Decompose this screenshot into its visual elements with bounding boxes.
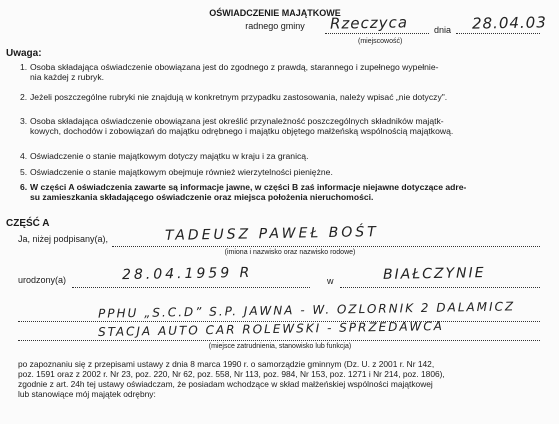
note-item — [20, 167, 535, 177]
place-label: (miejscowość) — [358, 38, 403, 45]
in-label: w — [327, 276, 334, 286]
document-subtitle: radnego gminy — [245, 21, 305, 31]
part-a-heading: CZĘŚĆ A — [6, 218, 50, 229]
note-number: 6. — [20, 182, 28, 192]
note-text: Jeżeli poszczególne rubryki nie znajdują w konkretnym przypadku zastosowania, należy wpisać „nie dotyczy". — [30, 92, 448, 102]
date-label: dnia — [434, 25, 452, 35]
note-item — [20, 116, 535, 136]
note-number: 5. — [20, 167, 28, 177]
born-date-handwritten: 28.04.1959 R — [121, 264, 253, 284]
note-number: 1. — [20, 62, 28, 72]
note-number: 3. — [20, 116, 28, 126]
note-item — [20, 151, 535, 161]
signed-label: Ja, niżej podpisany(a), — [18, 234, 109, 244]
date-dotted-line — [456, 33, 540, 34]
note-item — [20, 62, 535, 82]
notes-heading: Uwaga: — [6, 48, 42, 59]
born-label: urodzony(a) — [18, 275, 67, 285]
note-text: Oświadczenie o stanie majątkowym obejmuje również wierzytelności pieniężne. — [30, 167, 333, 177]
note-item — [20, 92, 535, 102]
name-handwritten: TADEUSZ PAWEŁ BOŚT — [164, 224, 379, 244]
born-date-dotted-line — [72, 287, 310, 288]
note-number: 4. — [20, 151, 28, 161]
document-title: OŚWIADCZENIE MAJĄTKOWE — [209, 8, 341, 18]
note-text: Osoba składająca oświadczenie obowiązana jest określić przynależność poszczególnych składników majątk- kowych, dochodów i zobowiązań do majątku odrębnego i majątku objętego małżeńską wspólnością majątkową. — [30, 116, 454, 136]
name-note: (imiona i nazwisko oraz nazwisko rodowe) — [224, 249, 356, 256]
born-place-handwritten: BIAŁCZYNIE — [382, 265, 486, 283]
work-note: (miejsce zatrudnienia, stanowisko lub funkcja) — [208, 343, 352, 350]
date-handwritten: 28.04.03 — [471, 13, 547, 33]
note-text: W części A oświadczenia zawarte są informacje jawne, w części B zaś informacje niejawne dotyczące adre- su zamieszkania składającego oświadczenie oraz miejsca położenia nieruchomości. — [30, 182, 467, 202]
place-dotted-line — [325, 33, 429, 34]
note-item — [20, 182, 535, 202]
note-number: 2. — [20, 92, 28, 102]
note-text: Oświadczenie o stanie majątkowym dotyczy majątku w kraju i za granicą. — [30, 151, 309, 161]
place-handwritten: Rzeczyca — [329, 13, 409, 33]
work-dotted-line-2 — [18, 340, 540, 341]
work-line2-handwritten: STACJA AUTO CAR ROLEWSKI - SPRZEDAWCA — [97, 318, 445, 340]
statement-text: po zapoznaniu się z przepisami ustawy z dnia 8 marca 1990 r. o samorządzie gminnym (Dz. U. z 2001 r. Nr 142, poz. 1591 oraz z 2002 r. Nr 23, poz. 220, Nr 62, poz. 558, Nr 113, poz. 984, Nr 153, poz. 1271 i Nr 214, poz. 1806), zgodnie z art. 24h tej ustawy oświadczam, że posiadam wchodzące w skład małżeńskiej wspólności majątkowej lub stanowiące mój majątek odrębny: — [18, 359, 445, 399]
born-place-dotted-line — [340, 287, 540, 288]
note-text: Osoba składająca oświadczenie obowiązana jest do zgodnego z prawdą, starannego i zupełnego wypełnie- nia każdej z rubryk. — [30, 62, 439, 82]
name-dotted-line — [112, 246, 540, 247]
work-line1-handwritten: PPHU „S.C.D” S.P. JAWNA - W. OZLORNIK 2 DALAMICZ — [97, 299, 516, 321]
